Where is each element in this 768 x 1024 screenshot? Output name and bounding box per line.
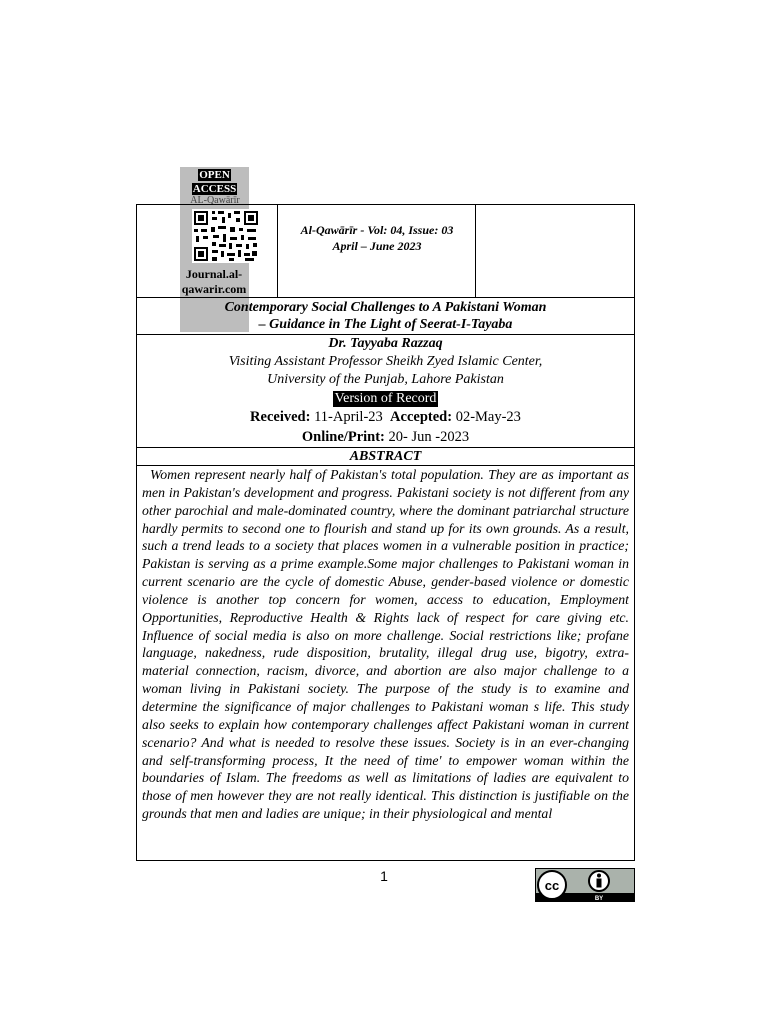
journal-name-fragment: AL-Qawārīr (190, 196, 240, 204)
online-date: 20- Jun -2023 (388, 429, 470, 445)
accepted-label: Accepted: (390, 409, 453, 425)
article-title (137, 298, 634, 335)
affiliation-line2: University of the Punjab, Lahore Pakistan (267, 372, 504, 387)
online-label: Online/Print: (301, 429, 385, 445)
license-label: BY (594, 896, 604, 902)
author-block (137, 335, 634, 448)
qr-code-icon (192, 209, 260, 263)
article-title-line2: – Guidance in The Light of Seerat-I-Tayaba (258, 317, 513, 332)
received-date: 11-April-23 (314, 409, 383, 425)
version-badge: Version of Record (334, 391, 437, 406)
abstract-heading: ABSTRACT (137, 448, 634, 466)
cell-divider (277, 205, 278, 297)
issue-date-range: April – June 2023 (332, 239, 422, 253)
article-header-table (136, 204, 635, 861)
journal-website: Journal.al-qawarir.com (181, 267, 247, 296)
journal-info-row (137, 205, 634, 298)
cell-divider (475, 205, 476, 297)
open-access-line1: OPEN (199, 169, 230, 181)
open-access-badge (191, 168, 238, 196)
journal-volume (279, 222, 475, 254)
svg-text:cc: cc (544, 878, 560, 893)
abstract-body (142, 466, 629, 860)
received-accepted-dates (137, 407, 634, 427)
online-print-date (137, 427, 634, 447)
received-label: Received: (250, 409, 311, 425)
page-number: 1 (380, 868, 388, 884)
cc-by-icon (535, 868, 635, 902)
open-access-line2: ACCESS (192, 183, 237, 195)
accepted-date: 02-May-23 (455, 409, 521, 425)
affiliation-line1: Visiting Assistant Professor Sheikh Zyed Islamic Center, (228, 354, 543, 369)
article-title-line1: Contemporary Social Challenges to A Pakistani Woman (224, 300, 547, 315)
abstract-text: Women represent nearly half of Pakistan's total population. They are as important as men in Pakistan's development and progress. Pakistani society is not different from any other parochial and male-dominated country, where the dominant patriarchal structure hardly permits to second one to flourish and stand up for its own grounds. As a result, such a trend leads to a society that places women in a vulnerable position in practice; Pakistan is serving as a prime example.Some major challenges to Pakistani woman in current scenario are the cycle of domestic Abuse, gender-based violence or domestic violence is another top concern for women, access to education, Employment Opportunities, Reproductive Health & Rights lack of respect for care giving etc. Influence of social media is also on more challenge. Social restrictions like; profane language, nakedness, rude disposition, brutality, illegal drug use, bigotry, extra-material connection, racism, divorce, and abortion are also major challenge to a woman living in Pakistani society. The purpose of the study is to examine and determine the significance of major challenges to Pakistani woman s life. This study also seeks to explain how contemporary challenges affect Pakistani woman in current scenario? And what is needed to resolve these issues. Society is in an ever-changing and self-transforming process, It the need of time' to empower woman within the boundaries of Islam. The freedoms as well as limitations of ladies are equivalent to those of men however they are not really identical. This distinction is justifiable on the grounds that men and ladies are unique; in their physiological and mental (142, 467, 629, 822)
volume-issue: Al-Qawārīr - Vol: 04, Issue: 03 (300, 223, 454, 237)
author-name: Dr. Tayyaba Razzaq (328, 336, 443, 351)
